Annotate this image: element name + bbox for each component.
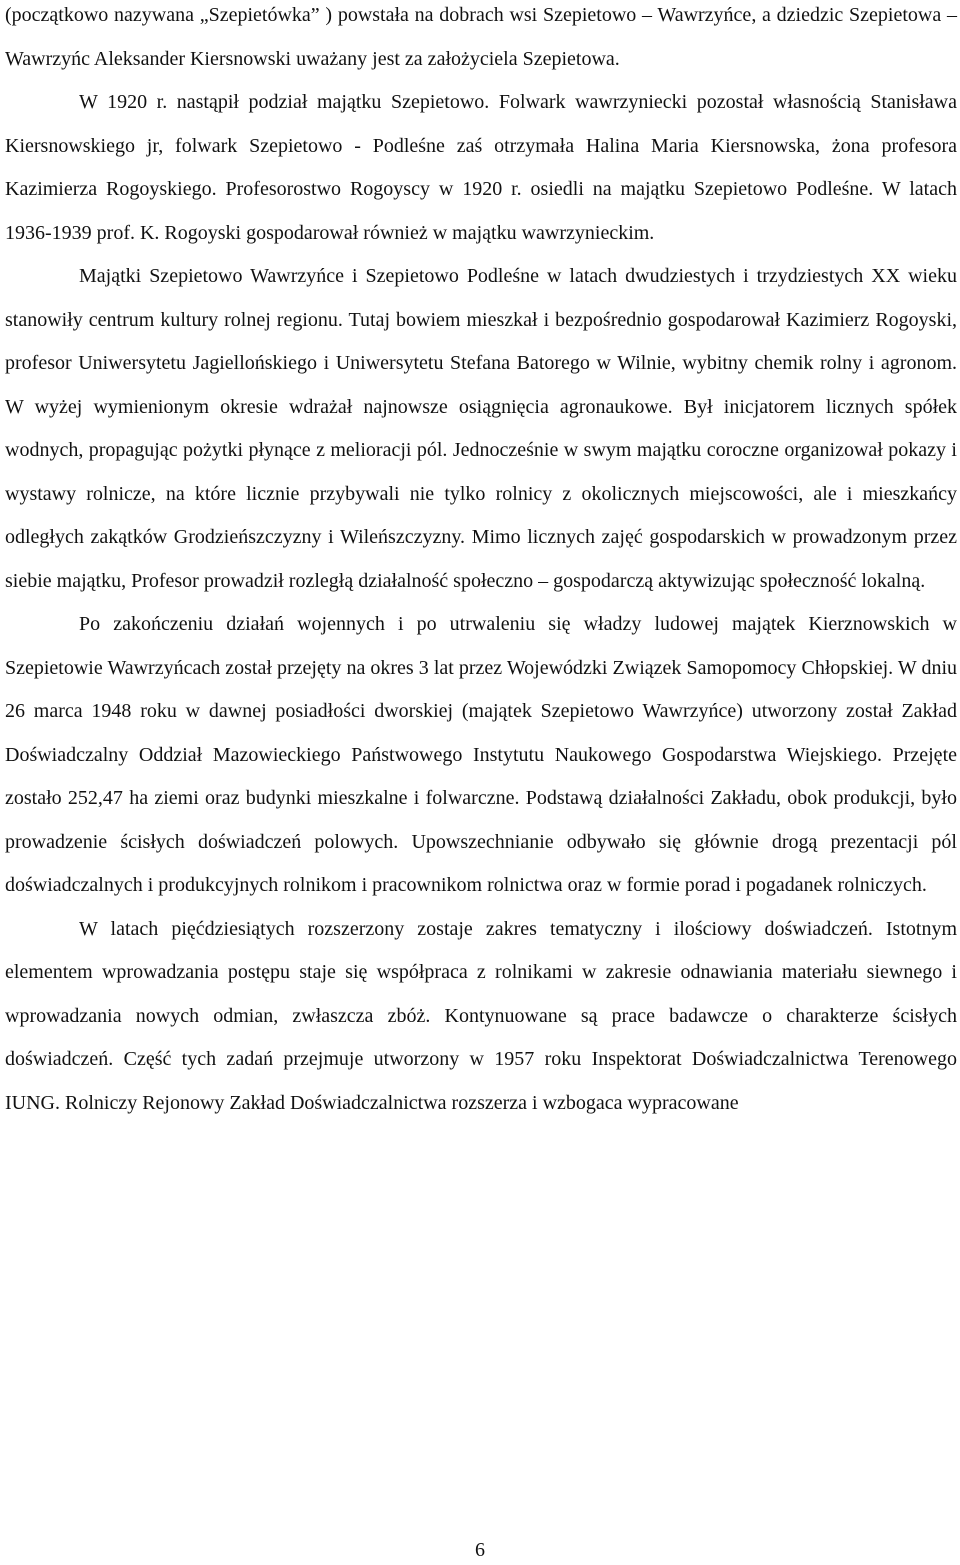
paragraph-1920-division: W 1920 r. nastąpił podział majątku Szepietowo. Folwark wawrzyniecki pozostał własnością Stanisława Kiersnowskiego jr, folwark Szepietowo - Podleśne zaś otrzymała Halina Maria Kiersnowska, żona profesora Kazimierza Rogoyskiego. Profesorostwo Rogoyscy w 1920 r. osiedli na majątku Szepietowo Podleśne. W latach 1936-1939 prof. K. Rogoyski gospodarował również w majątku wawrzynieckim. [5, 91, 957, 244]
paragraph-continuation: (początkowo nazywana „Szepietówka” ) powstała na dobrach wsi Szepietowo – Wawrzyńce, a dziedzic Szepietowa – Wawrzyńc Aleksander Kiersnowski uważany jest za założyciela Szepietowa. [5, 4, 957, 70]
paragraph-fifties: W latach pięćdziesiątych rozszerzony zostaje zakres tematyczny i ilościowy doświadczeń. Istotnym elementem wprowadzania postępu staje się współpraca z rolnikami w zakresie odnawiania materiału siewnego i wprowadzania nowych odmian, zwłaszcza zbóż. Kontynuowane są prace badawcze o charakterze ścisłych doświadczeń. Część tych zadań przejmuje utworzony w 1957 roku Inspektorat Doświadczalnictwa Terenowego IUNG. Rolniczy Rejonowy Zakład Doświadczalnictwa rozszerza i wzbogaca wypracowane [5, 917, 957, 1114]
document-body [5, 0, 957, 1125]
page-number: 6 [475, 1539, 485, 1561]
paragraph-interwar-estates: Majątki Szepietowo Wawrzyńce i Szepietowo Podleśne w latach dwudziestych i trzydziestych XX wieku stanowiły centrum kultury rolnej regionu. Tutaj bowiem mieszkał i bezpośrednio gospodarował Kazimierz Rogoyski, profesor Uniwersytetu Jagiellońskiego i Uniwersytetu Stefana Batorego w Wilnie, wybitny chemik rolny i agronom. W wyżej wymienionym okresie wdrażał najnowsze osiągnięcia agronaukowe. Był inicjatorem licznych spółek wodnych, propagując pożytki płynące z melioracji pól. Jednocześnie w swym majątku coroczne organizował pokazy i wystawy rolnicze, na które licznie przybywali nie tylko rolnicy z okolicznych miejscowości, ale i mieszkańcy odległych zakątków Grodzieńszczyzny i Wileńszczyzny. Mimo licznych zajęć gospodarskich w prowadzonym przez siebie majątku, Profesor prowadził rozległą działalność społeczno – gospodarczą aktywizując społeczność lokalną. [5, 265, 957, 592]
paragraph-postwar: Po zakończeniu działań wojennych i po utrwaleniu się władzy ludowej majątek Kierznowskich w Szepietowie Wawrzyńcach został przejęty na okres 3 lat przez Wojewódzki Związek Samopomocy Chłopskiej. W dniu 26 marca 1948 roku w dawnej posiadłości dworskiej (majątek Szepietowo Wawrzyńce) utworzony został Zakład Doświadczalny Oddział Mazowieckiego Państwowego Instytutu Naukowego Gospodarstwa Wiejskiego. Przejęte zostało 252,47 ha ziemi oraz budynki mieszkalne i folwarczne. Podstawą działalności Zakładu, obok produkcji, było prowadzenie ścisłych doświadczeń polowych. Upowszechnianie odbywało się głównie drogą prezentacji pól doświadczalnych i produkcyjnych rolnikom i pracownikom rolnictwa oraz w formie porad i pogadanek rolniczych. [5, 613, 957, 896]
